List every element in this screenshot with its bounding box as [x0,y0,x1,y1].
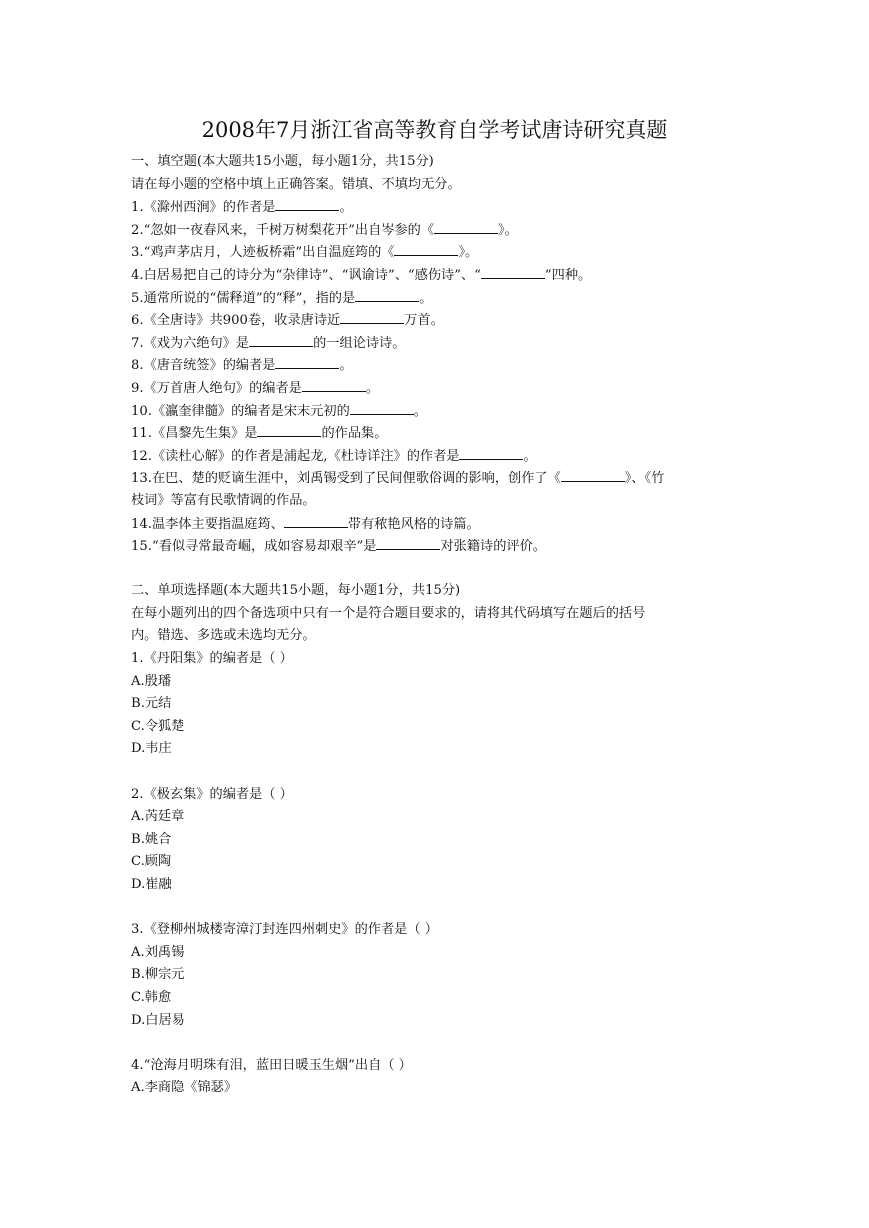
fill-question-13-cont: 枝词》等富有民歌情调的作品。 [131,492,316,508]
fill-question-1: 1.《滁州西涧》的作者是 。 [131,196,743,219]
section1-instruction: 请在每小题的空格中填上正确答案。错填、不填均无分。 [131,176,461,192]
answer-blank[interactable] [249,332,313,347]
question-stem: 3.《登柳州城楼寄漳汀封连四州刺史》的作者是（ ） [131,922,438,938]
question-stem: 4.“沧海月明珠有泪，蓝田日暖玉生烟”出自（ ） [131,1057,412,1073]
answer-blank[interactable] [481,264,545,279]
fill-question-10: 10.《瀛奎律髓》的编者是宋末元初的 。 [131,400,743,423]
fill-question-7: 7.《戏为六绝句》是 的一组论诗诗。 [131,332,743,355]
option-b: B.元结 [131,696,172,712]
fill-question-9: 9.《万首唐人绝句》的编者是 。 [131,377,743,400]
fill-question-15: 15.“看似寻常最奇崛，成如容易却艰辛”是 对张籍诗的评价。 [131,535,743,558]
option-a: A.殷璠 [131,673,172,689]
option-c: C.顾陶 [131,854,172,870]
choice-question-4 [131,1055,743,1100]
choice-question-2 [131,784,743,897]
fill-question-11: 11.《昌黎先生集》是 的作品集。 [131,422,743,445]
fill-question-12: 12.《读杜心解》的作者是浦起龙,《杜诗详注》的作者是 。 [131,445,743,468]
answer-blank[interactable] [284,513,348,528]
option-d: D.白居易 [131,1012,185,1028]
answer-blank[interactable] [561,467,625,482]
option-a: A.李商隐《锦瑟》 [131,1080,238,1096]
option-b: B.姚合 [131,831,172,847]
section-spacer [131,558,743,581]
answer-blank[interactable] [302,377,366,392]
fill-question-13: 13.在巴、楚的贬谪生涯中，刘禹锡受到了民间俚歌俗调的影响，创作了《 》、《竹 [131,467,743,490]
answer-blank[interactable] [434,219,498,234]
fill-question-14: 14.温李体主要指温庭筠、 带有秾艳风格的诗篇。 [131,513,743,536]
answer-blank[interactable] [350,400,414,415]
fill-question-6: 6.《全唐诗》共900卷，收录唐诗近 万首。 [131,309,743,332]
question-spacer [131,761,743,784]
option-c: C.令狐楚 [131,718,185,734]
question-stem: 2.《极玄集》的编者是（ ） [131,786,293,802]
fill-question-5: 5.通常所说的“儒释道”的“释”，指的是 。 [131,287,743,310]
choice-question-3 [131,919,743,1032]
fill-question-4: 4.白居易把自己的诗分为“杂律诗”、“讽谕诗”、“感伤诗”、“ ”四种。 [131,264,743,287]
document-body [131,151,743,1100]
section1-heading: 一、填空题(本大题共15小题，每小题1分，共15分) [131,154,434,169]
answer-blank[interactable] [376,535,440,550]
question-spacer [131,897,743,920]
option-b: B.柳宗元 [131,967,185,983]
fill-question-2: 2.“忽如一夜春风来，千树万树梨花开”出自岑参的《 》。 [131,219,743,242]
option-a: A.刘禹锡 [131,944,185,960]
answer-blank[interactable] [340,309,404,324]
section2-instruction-line1: 在每小题列出的四个备选项中只有一个是符合题目要求的，请将其代码填写在题后的括号 [131,605,646,621]
option-d: D.崔融 [131,877,172,892]
fill-question-3: 3.“鸡声茅店月，人迹板桥霜”出自温庭筠的《 》。 [131,241,743,264]
answer-blank[interactable] [394,241,458,256]
section2-instruction-line2: 内。错选、多选或未选均无分。 [131,628,316,644]
section2-heading: 二、单项选择题(本大题共15小题，每小题1分，共15分) [131,583,461,599]
document-title: 2008年7月浙江省高等教育自学考试唐诗研究真题 [201,118,668,142]
option-c: C.韩愈 [131,989,172,1005]
option-a: A.芮廷章 [131,809,185,825]
answer-blank[interactable] [355,287,419,302]
option-d: D.韦庄 [131,741,172,757]
question-spacer [131,1032,743,1055]
answer-blank[interactable] [459,445,523,460]
answer-blank[interactable] [257,422,321,437]
answer-blank[interactable] [275,196,339,211]
fill-question-8: 8.《唐音统签》的编者是 。 [131,354,743,377]
question-stem: 1.《丹阳集》的编者是（ ） [131,651,293,667]
answer-blank[interactable] [275,354,339,369]
choice-question-1 [131,648,743,761]
